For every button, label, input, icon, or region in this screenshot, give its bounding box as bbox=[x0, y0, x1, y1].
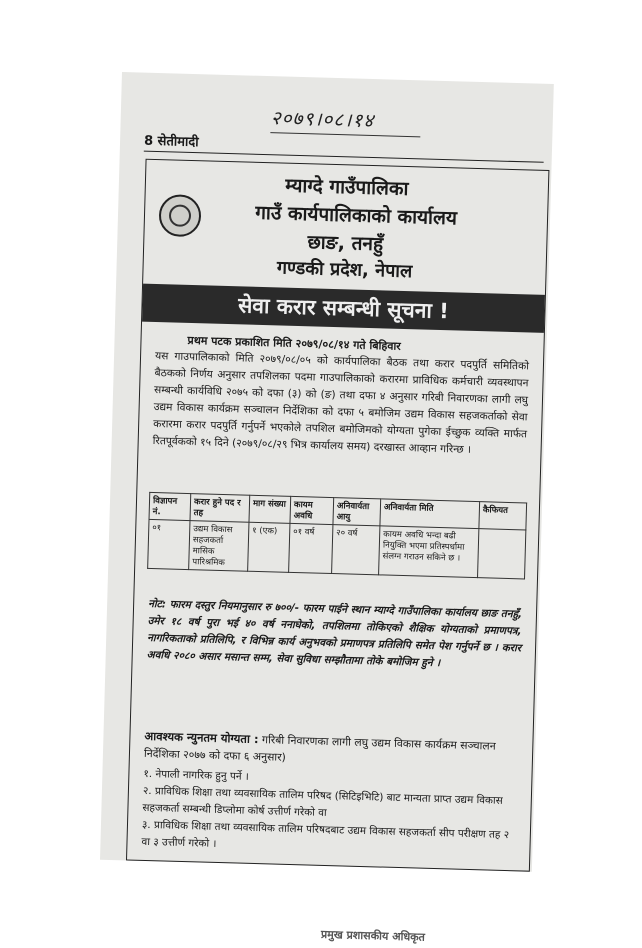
table-header-cell: विज्ञापन नं. bbox=[149, 492, 191, 520]
notice-note: नोट: फारम दस्तुर नियमानुसार रु ७००/- फारम पाईने स्थान म्याग्दे गाउँपालिका कार्यालय छाङ तनहुँ, उमेर १८ वर्ष पुरा भई ४० वर्ष ननाघेको, तपशिलमा तोकिएको शैक्षिक योग्यताको प्रमाणपत्र, नागरिकताको प्रतिलिपि, र विभिन्न कार्य अनुभवको प्रमाणपत्र प्रतिलिपि समेत पेश गर्नुपर्ने छ । करार अवधि २०८० असार मसान्त सम्म, सेवा सुविधा सम्झौतामा तोके बमोजिम हुने । bbox=[146, 597, 523, 670]
list-item: ३. प्राविधिक शिक्षा तथा व्यवसायिक तालिम परिषदबाट उद्यम विकास सहजकर्ता सीप परीक्षण तह २ वा ३ उत्तीर्ण गरेको । bbox=[141, 818, 510, 850]
publication-date-line: प्रथम पटक प्रकाशित मिति २०७९/०८/१४ गते बिहिवार bbox=[187, 333, 401, 353]
notice-box bbox=[126, 159, 549, 944]
table-cell: उद्यम विकास सहजकर्ता मासिक पारिश्रमिक bbox=[189, 521, 249, 572]
qualification-text: गरिबी निवारणका लागी लघु उद्यम विकास कार्यक्रम सञ्चालन निर्देशिका २०७७ को दफा ६ अनुसार) bbox=[143, 733, 496, 764]
table-cell: १ (एक) bbox=[248, 522, 290, 572]
table-header-cell: माग संख्या bbox=[249, 495, 291, 523]
table-header-cell: अनिवार्यता मिति bbox=[380, 499, 480, 529]
requirements-list bbox=[141, 766, 517, 861]
table-header-cell: करार हुने पद र तह bbox=[190, 494, 250, 523]
vacancy-table bbox=[147, 492, 527, 580]
date-underline bbox=[270, 132, 420, 137]
table-header-cell: कैफियत bbox=[479, 502, 527, 530]
table-cell: ०१ bbox=[148, 519, 190, 569]
notice-body: यस गाउपालिकाको मिति २०७९/०८/०५ को कार्यपालिका बैठक तथा करार पदपुर्ति समितिको बैठकको निर्णय अनुसार तपशिलका पदमा गाउपालिकाको करारमा प्राविधिक कर्मचारी व्यवस्थापन सम्बन्धी कार्यविधि २०७५ को दफा (३) को (ङ) तथा दफा ४ अनुसार गरिबी निवारणका लागी लघु उद्यम विकास कार्यक्रम सञ्चालन निर्देशिका को दफा ५ बमोजिम उद्यम विकास सहजकर्ताको सेवा करारमा करार पदपुर्ति गर्नुपर्ने भएकोले तपशिल बमोजिमको योग्यता पुगेका ईच्छुक व्यक्ति मार्फत रितपूर्वकको १५ दिने (२०७९/०८/२९ भित्र कार्यालय समय) दरखास्त आव्हान गरिन्छ । bbox=[152, 350, 530, 456]
table-row bbox=[148, 519, 526, 579]
table-header-cell: कायम अवधि bbox=[290, 496, 334, 524]
org-line-3: छाङ, तनहुँ bbox=[307, 231, 384, 256]
table-cell bbox=[478, 529, 526, 579]
table-header-cell: अनिवार्यता आयु bbox=[333, 498, 381, 526]
list-item: १. नेपाली नागरिक हुनु पर्ने । bbox=[143, 767, 249, 783]
table-cell: २० वर्ष bbox=[332, 525, 380, 575]
org-line-1: म्याग्दे गाउँपालिका bbox=[284, 174, 409, 201]
qualification-label: आवश्यक न्युनतम योग्यता : bbox=[144, 728, 259, 747]
signatory-title: प्रमुख प्रशासकीय अधिकृत bbox=[320, 927, 426, 944]
table-cell: कायम अवधि भन्दा बढी नियुक्ति भएमा प्रतिस्पर्धामा संलग्न गराउन सकिने छ । bbox=[379, 526, 479, 578]
handwritten-date: २०७९।०८।१४ bbox=[270, 107, 375, 133]
org-line-2: गाउँ कार्यपालिकाको कार्यालय bbox=[254, 201, 458, 230]
org-line-4: गण्डकी प्रदेश, नेपाल bbox=[276, 257, 413, 283]
table-cell: ०१ वर्ष bbox=[289, 523, 333, 573]
notice-title-banner: सेवा करार सम्बन्धी सूचना ! bbox=[142, 284, 545, 333]
qualification-section bbox=[144, 728, 519, 772]
list-item: २. प्राविधिक शिक्षा तथा व्यवसायिक तालिम परिषद (सिटिइभिटि) बाट मान्यता प्राप्त उद्यम विकास सहजकर्ता सम्बन्धी डिप्लोमा कोर्ष उत्तीर्ण गरेको वा bbox=[142, 784, 503, 819]
newspaper-page-header: 8 सेतीमादी bbox=[143, 133, 199, 151]
newspaper-clipping bbox=[100, 72, 554, 944]
